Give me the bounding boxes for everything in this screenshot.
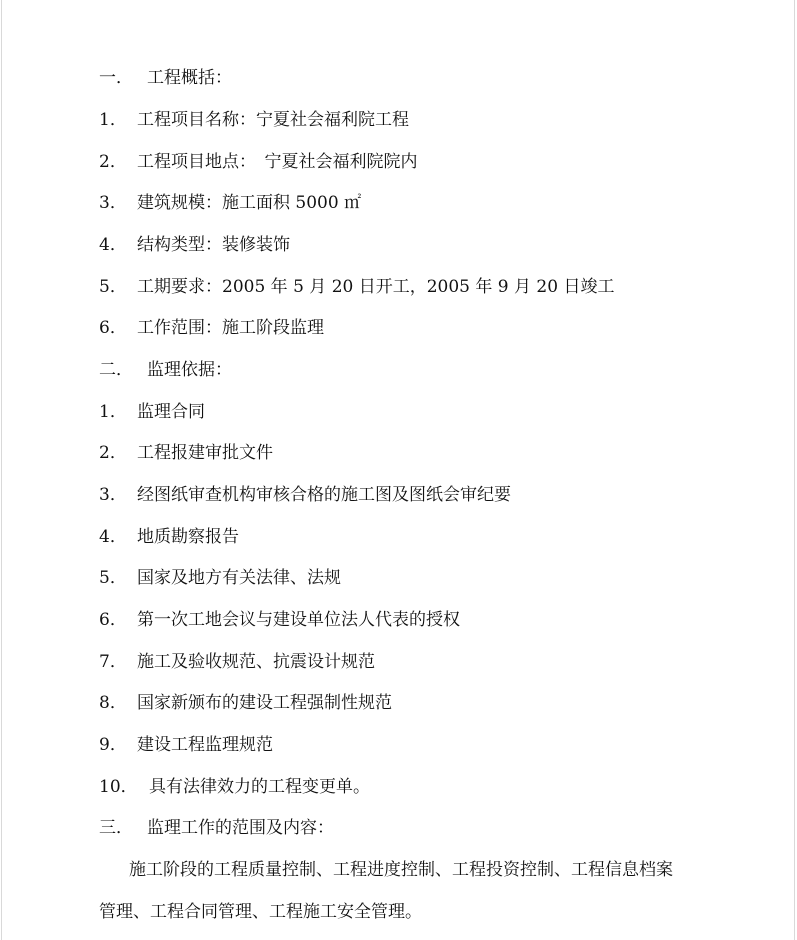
- item-text: 建筑规模：施工面积 5000 ㎡: [137, 193, 362, 213]
- item-text: 国家新颁布的建设工程强制性规范: [137, 693, 392, 713]
- list-item: [99, 693, 392, 713]
- section-heading: [99, 818, 334, 838]
- item-number: 3．: [99, 193, 127, 213]
- item-number: 9．: [99, 735, 127, 755]
- item-text: 国家及地方有关法律、法规: [137, 568, 341, 588]
- item-text: 结构类型：装修装饰: [137, 235, 290, 255]
- item-number: 4．: [99, 527, 127, 547]
- list-item: [99, 110, 409, 130]
- item-text: 工作范围：施工阶段监理: [137, 318, 324, 338]
- list-item: [99, 652, 375, 672]
- paragraph-line: 施工阶段的工程质量控制、工程进度控制、工程投资控制、工程信息档案: [129, 860, 673, 880]
- item-number: 1．: [99, 110, 127, 130]
- item-number: 4．: [99, 235, 127, 255]
- list-item: [99, 610, 460, 630]
- item-number: 8．: [99, 693, 127, 713]
- list-item: [99, 527, 239, 547]
- item-text: 地质勘察报告: [137, 527, 239, 547]
- list-item: [99, 318, 324, 338]
- item-text: 工程报建审批文件: [137, 443, 273, 463]
- list-item: [99, 485, 511, 505]
- item-text: 工期要求：2005 年 5 月 20 日开工，2005 年 9 月 20 日竣工: [137, 277, 615, 297]
- list-item: [99, 277, 614, 297]
- item-number: 1．: [99, 402, 127, 422]
- section-heading: [99, 68, 232, 88]
- item-text: 监理合同: [137, 402, 205, 422]
- item-number: 6．: [99, 610, 127, 630]
- section-number: 一．: [99, 68, 133, 88]
- section-title: 监理依据：: [147, 360, 232, 380]
- item-text: 第一次工地会议与建设单位法人代表的授权: [137, 610, 460, 630]
- section-number: 二．: [99, 360, 133, 380]
- list-item: [99, 152, 418, 172]
- list-item: [99, 568, 341, 588]
- item-text: 建设工程监理规范: [137, 735, 273, 755]
- item-text: 施工及验收规范、抗震设计规范: [137, 652, 375, 672]
- item-number: 6．: [99, 318, 127, 338]
- item-number: 2．: [99, 443, 127, 463]
- item-number: 10．: [99, 777, 138, 797]
- item-number: 7．: [99, 652, 127, 672]
- section-title: 监理工作的范围及内容：: [147, 818, 334, 838]
- list-item: [99, 193, 361, 213]
- item-number: 5．: [99, 277, 127, 297]
- item-number: 5．: [99, 568, 127, 588]
- list-item: [99, 235, 290, 255]
- item-number: 3．: [99, 485, 127, 505]
- item-text: 工程项目地点： 宁夏社会福利院院内: [137, 152, 418, 172]
- document-page: [1, 0, 795, 940]
- item-number: 2．: [99, 152, 127, 172]
- item-text: 具有法律效力的工程变更单。: [149, 777, 370, 797]
- item-text: 工程项目名称：宁夏社会福利院工程: [137, 110, 409, 130]
- list-item: [99, 735, 273, 755]
- list-item: [99, 402, 205, 422]
- list-item: [99, 443, 273, 463]
- paragraph-line: 管理、工程合同管理、工程施工安全管理。: [99, 902, 422, 922]
- list-item: [99, 777, 370, 797]
- section-number: 三．: [99, 818, 133, 838]
- section-title: 工程概括：: [147, 68, 232, 88]
- section-heading: [99, 360, 232, 380]
- item-text: 经图纸审查机构审核合格的施工图及图纸会审纪要: [137, 485, 511, 505]
